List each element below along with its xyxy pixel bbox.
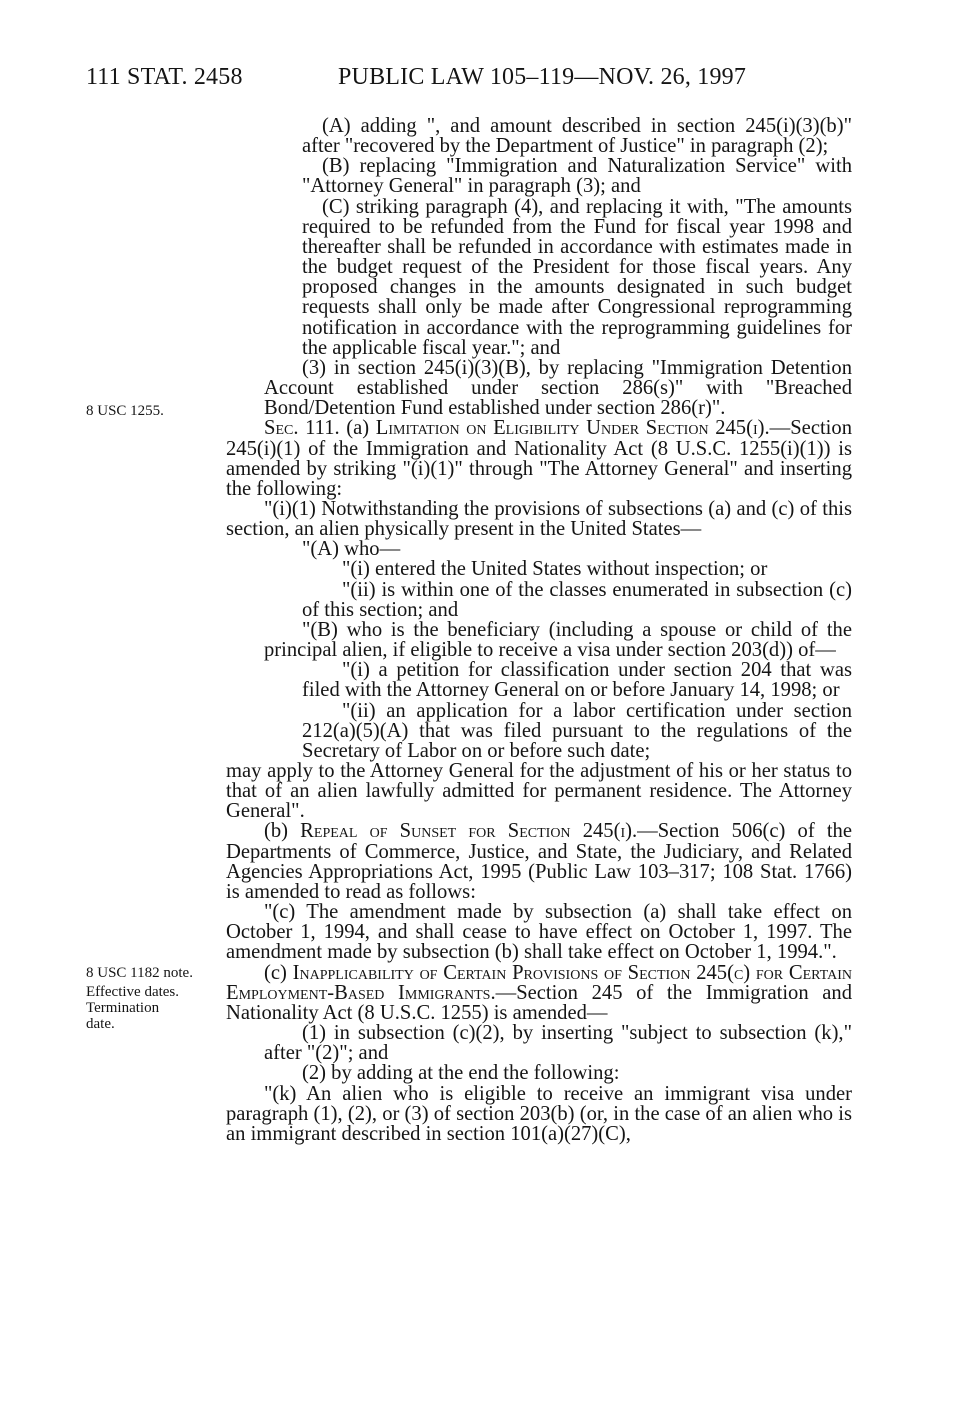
margin-note-usc-1182: 8 USC 1182 note. [86,965,193,981]
subsection-c [226,963,852,1023]
subsection-b-label: (b) [264,820,289,843]
quoted-B-i: "(i) a petition for classification under section 204 that was filed with the Attorney General on or before January 14, 1998; or [302,659,852,702]
statute-page-reference: 111 STAT. 2458 [86,64,243,90]
subsection-c-body: —Section 245 of the Immigration and Nationality Act (8 U.S.C. 1255) is amended— [226,981,852,1024]
margin-note-usc-1255: 8 USC 1255. [86,403,164,419]
subsection-b [226,821,852,902]
section-111-a [226,418,852,499]
paragraph-A: (A) adding ", and amount described in section 245(i)(3)(b)" after "recovered by the Department of Justice" in paragraph (2); [302,115,852,158]
quoted-A: "(A) who— [302,538,401,561]
margin-note-termination: Termination [86,1000,160,1016]
paragraph-1: (1) in subsection (c)(2), by inserting "subject to subsection (k)," after "(2)"; and [264,1022,852,1065]
quoted-k: "(k) An alien who is eligible to receive an immigrant visa under paragraph (1), (2), or (3) of section 203(b) (or, in the case of an alien who is an immigrant described in section 101(a)(27)(C), [226,1082,852,1145]
paragraph-C: (C) striking paragraph (4), and replacing it with, "The amounts required to be refunded from the Fund for fiscal year 1998 and thereafter shall be refunded in accordance with estimates made in the budget request of the President for those fiscal years. Any proposed changes in the amounts designated in such budget requests shall only be made after Congressional reprogramming notification in accordance with the reprogramming guidelines for the applicable fiscal year."; and [302,195,852,359]
closing-clause: may apply to the Attorney General for the adjustment of his or her status to that of an alien lawfully admitted for permanent residence. The Attorney General". [226,760,852,823]
quoted-A-ii: "(ii) is within one of the classes enumerated in subsection (c) of this section; and [302,578,852,621]
paragraph-2: (2) by adding at the end the following: [302,1062,620,1085]
quoted-A-i: "(i) entered the United States without inspection; or [342,558,768,581]
paragraph-3: (3) in section 245(i)(3)(B), by replacing "Immigration Detention Account established under section 286(s)" with "Breached Bond/Detention Fund established under section 286(r)". [264,356,852,420]
margin-note-effective-dates: Effective dates. [86,984,180,1000]
margin-note-date: date. [86,1016,115,1032]
quoted-B: "(B) who is the beneficiary (including a spouse or child of the principal alien, if eligible to receive a visa under section 203(d)) of— [264,618,852,662]
section-number: Sec. 111. [264,417,340,440]
subsection-c-label: (c) [264,961,287,984]
subsection-a-label: (a) [346,417,370,440]
subsection-b-body: —Section 506(c) of the Departments of Commerce, Justice, and State, the Judiciary, and Related Agencies Appropriations Act, 1995 (Public Law 103–317; 108 Stat. 1766) is amended to read as follows: [226,820,852,903]
statute-text [226,116,852,1144]
quoted-B-ii: "(ii) an application for a labor certification under section 212(a)(5)(A) that was filed pursuant to the regulations of the Secretary of Labor on or before such date; [302,699,852,762]
public-law-header: PUBLIC LAW 105–119—NOV. 26, 1997 [338,64,747,90]
quoted-c: "(c) The amendment made by subsection (a) shall take effect on October 1, 1994, and shall cease to have effect on October 1, 1997. The amendment made by subsection (b) shall take effect on October 1, 1994.". [226,901,852,964]
subsection-b-heading: Repeal of Sunset for Section 245(i). [300,820,638,843]
quoted-i-1: "(i)(1) Notwithstanding the provisions of subsections (a) and (c) of this section, an alien physically present in the United States— [226,497,852,541]
subsection-c-heading: Inapplicability of Certain Provisions of Section 245(c) for Certain Employment-Based Immigrants. [226,961,852,1004]
paragraph-B: (B) replacing "Immigration and Naturalization Service" with "Attorney General" in paragraph (3); and [302,155,852,198]
subsection-a-heading: Limitation on Eligibility Under Section 245(i). [375,417,770,440]
subsection-a-body: —Section 245(i)(1) of the Immigration and Nationality Act (8 U.S.C. 1255(i)(1)) is amended by striking "(i)(1)" through "The Attorney General" and inserting the following: [226,417,852,500]
